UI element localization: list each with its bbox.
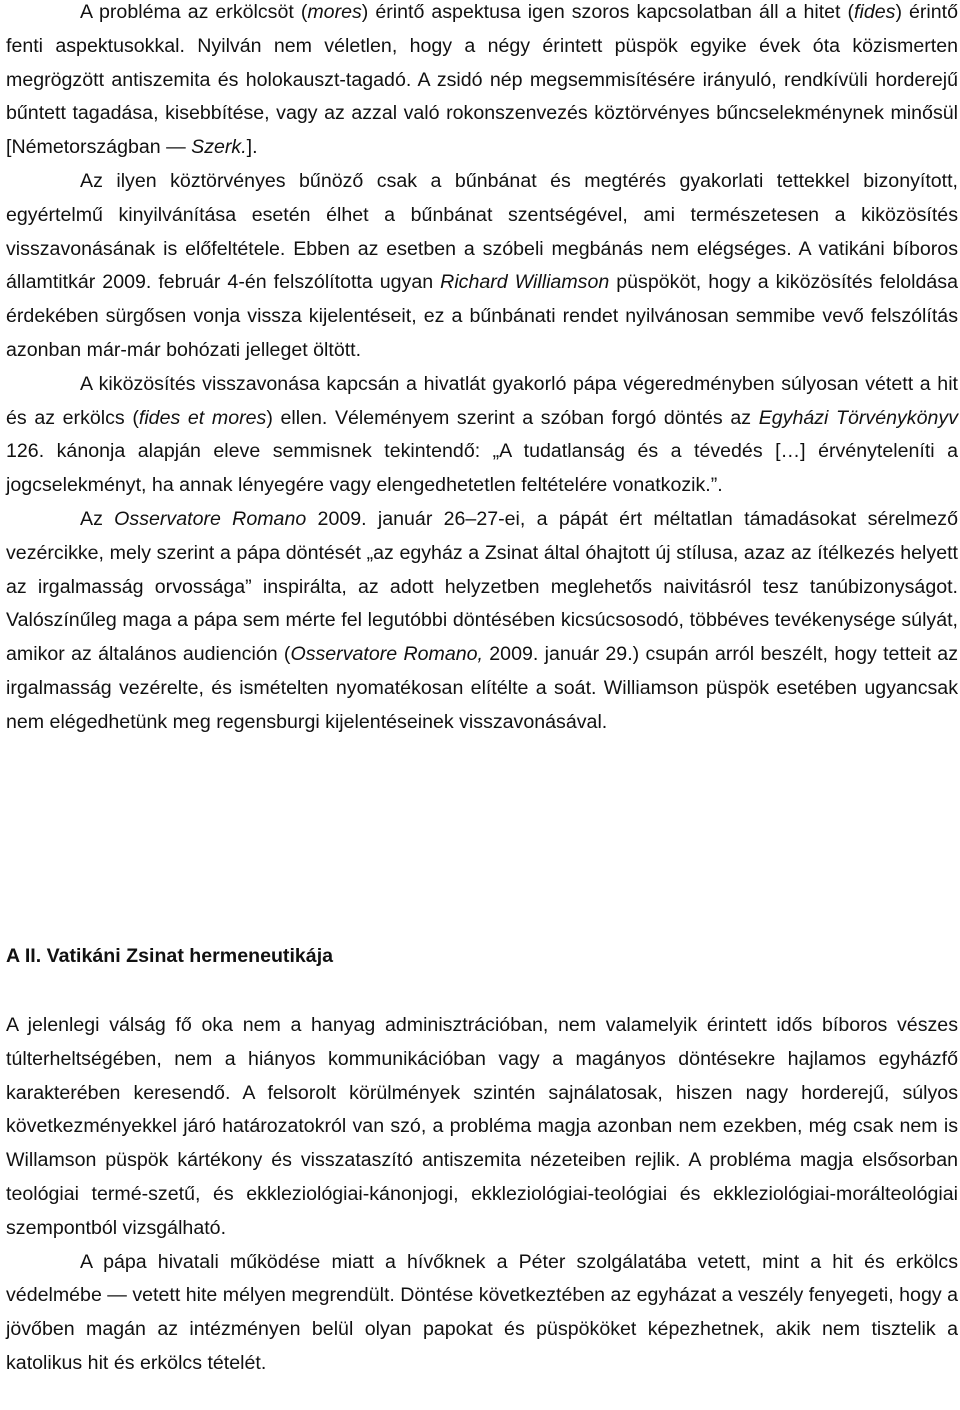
text-run: Az (80, 507, 115, 530)
italic-text: Richard Williamson (440, 271, 610, 294)
text-run: 2009. január 29.) csupán arról beszélt, hogy tetteit az irgalmasság vezérelte, és ismételten nyomatékosan elítélte a soát. Williamson püspök esetében ugyancsak nem elégedhetünk meg regensburgi kijelentéseinek visszavonásával. (6, 643, 959, 733)
text-run: A pápa hivatali működése miatt a hívőknek a Péter szolgálatába vetett, mint a hit és erkölcs védelmébe — vetett hite mélyen megrendült. Döntése következtében az egyházat a veszély fenyegeti, hogy a jövőben magán az intézményen belül olyan papokat és püspököket képezhetnek, akik nem tisztelik a katolikus hit és erkölcs tételét. (6, 1250, 958, 1374)
paragraph-p3 (6, 368, 958, 503)
text-run: ) érintő aspektusa igen szoros kapcsolatban áll a hitet ( (361, 1, 855, 23)
body-text-bottom (6, 1009, 958, 1381)
text-run: 2009. január 26–27-ei, a pápát ért méltatlan támadásokat sérelmező vezércikke, mely szerint a pápa döntését „az egyház a Zsinat által óhajtott új stílusa, azaz az ítélkezés helyett az irgalmasság orvossága” inspirálta, az adott helyzetben meglehetős naivitásról tesz tanúbizonyságot. Valószínűleg maga a pápa sem mérte fel legutóbbi döntésében kicsúcsosodó, többéves tevékenysége súlyát, amikor az általános audiención ( (6, 507, 958, 666)
text-run: ) érintő fenti aspektusokkal. Nyilván nem véletlen, hogy a négy érintett püspök egyike évek óta közismerten megrögzött antiszemita és holokauszt-tagadó. A zsidó nép megsemmisítésére irányuló, rendkívüli horderejű bűntett tagadása, kisebbítése, vagy az azzal való rokonszenvezés köztörvényes bűncselekménynek minősül [Németországban — (6, 1, 958, 159)
section-heading-block (6, 940, 958, 974)
text-run: A kiközösítés visszavonása kapcsán a hivatlát gyakorló pápa végeredményben súlyosan vétett a hit és az erkölcs ( (6, 372, 958, 429)
text-run: 126. kánonja alapján eleve semmisnek tekintendő: „A tudatlanság és a tévedés […] érvényteleníti a jogcselekményt, ha annak lényegére vagy elengedhetetlen feltételére vonatkozik.”. (6, 440, 958, 497)
text-run: A probléma az erkölcsöt ( (80, 1, 308, 23)
paragraph-p4 (6, 503, 958, 740)
text-run: ) ellen. Véleményem szerint a szóban forgó döntés az (266, 406, 759, 429)
section-heading: A II. Vatikáni Zsinat hermeneutikája (6, 945, 334, 967)
paragraph-p1 (6, 0, 958, 165)
text-run: ]. (246, 136, 258, 159)
italic-text: Osservatore Romano (114, 507, 307, 530)
italic-text: Osservatore Romano, (290, 643, 483, 666)
text-run: Az ilyen köztörvényes bűnöző csak a bűnbánat és megtérés gyakorlati tettekkel bizonyított, egyértelmű kinyilvánítása esetén élhet a bűnbánat szentségével, ami természetesen a kiközösítés visszavonásának is előfeltétele. Ebben az esetben a szóbeli megbánás nem elégséges. A vatikáni bíboros államtitkár 2009. február 4-én felszólította ugyan (6, 169, 958, 294)
italic-text: mores (307, 1, 362, 23)
text-run: püspököt, hogy a kiközösítés feloldása érdekében sürgősen vonja vissza kijelentéseit, ez a bűnbánati rendet nyilvánosan semmibe vevő felszólítás azonban már-már bohózati jelleget öltött. (6, 271, 958, 361)
italic-text: fides et mores (138, 406, 267, 429)
body-text-top (6, 0, 958, 740)
paragraph-p6 (6, 1246, 958, 1381)
italic-text: fides (854, 1, 896, 23)
paragraph-p2 (6, 165, 958, 368)
paragraph-p5 (6, 1009, 958, 1246)
italic-text: Szerk. (191, 136, 247, 159)
italic-text: Egyházi Törvénykönyv (758, 406, 958, 429)
text-run: A jelenlegi válság fő oka nem a hanyag adminisztrációban, nem valamelyik érintett idős bíboros vészes túlterheltségében, nem a hiányos kommunikációban vagy a magányos döntésekre hajlamos egyházfő karakterében keresendő. A felsorolt körülmények szintén sajnálatosak, hiszen nagy horderejű, súlyos következményekkel járó határozatokról van szó, a probléma magja azonban nem ezekben, még csak nem is Willamson püspök kártékony és visszataszító antiszemita nézeteiben rejlik. A probléma magja elsősorban teológiai termé-szetű, és ekkleziológiai-kánonjogi, ekkleziológiai-teológiai és ekkleziológiai-morálteológiai szempontból vizsgálható. (6, 1014, 958, 1239)
